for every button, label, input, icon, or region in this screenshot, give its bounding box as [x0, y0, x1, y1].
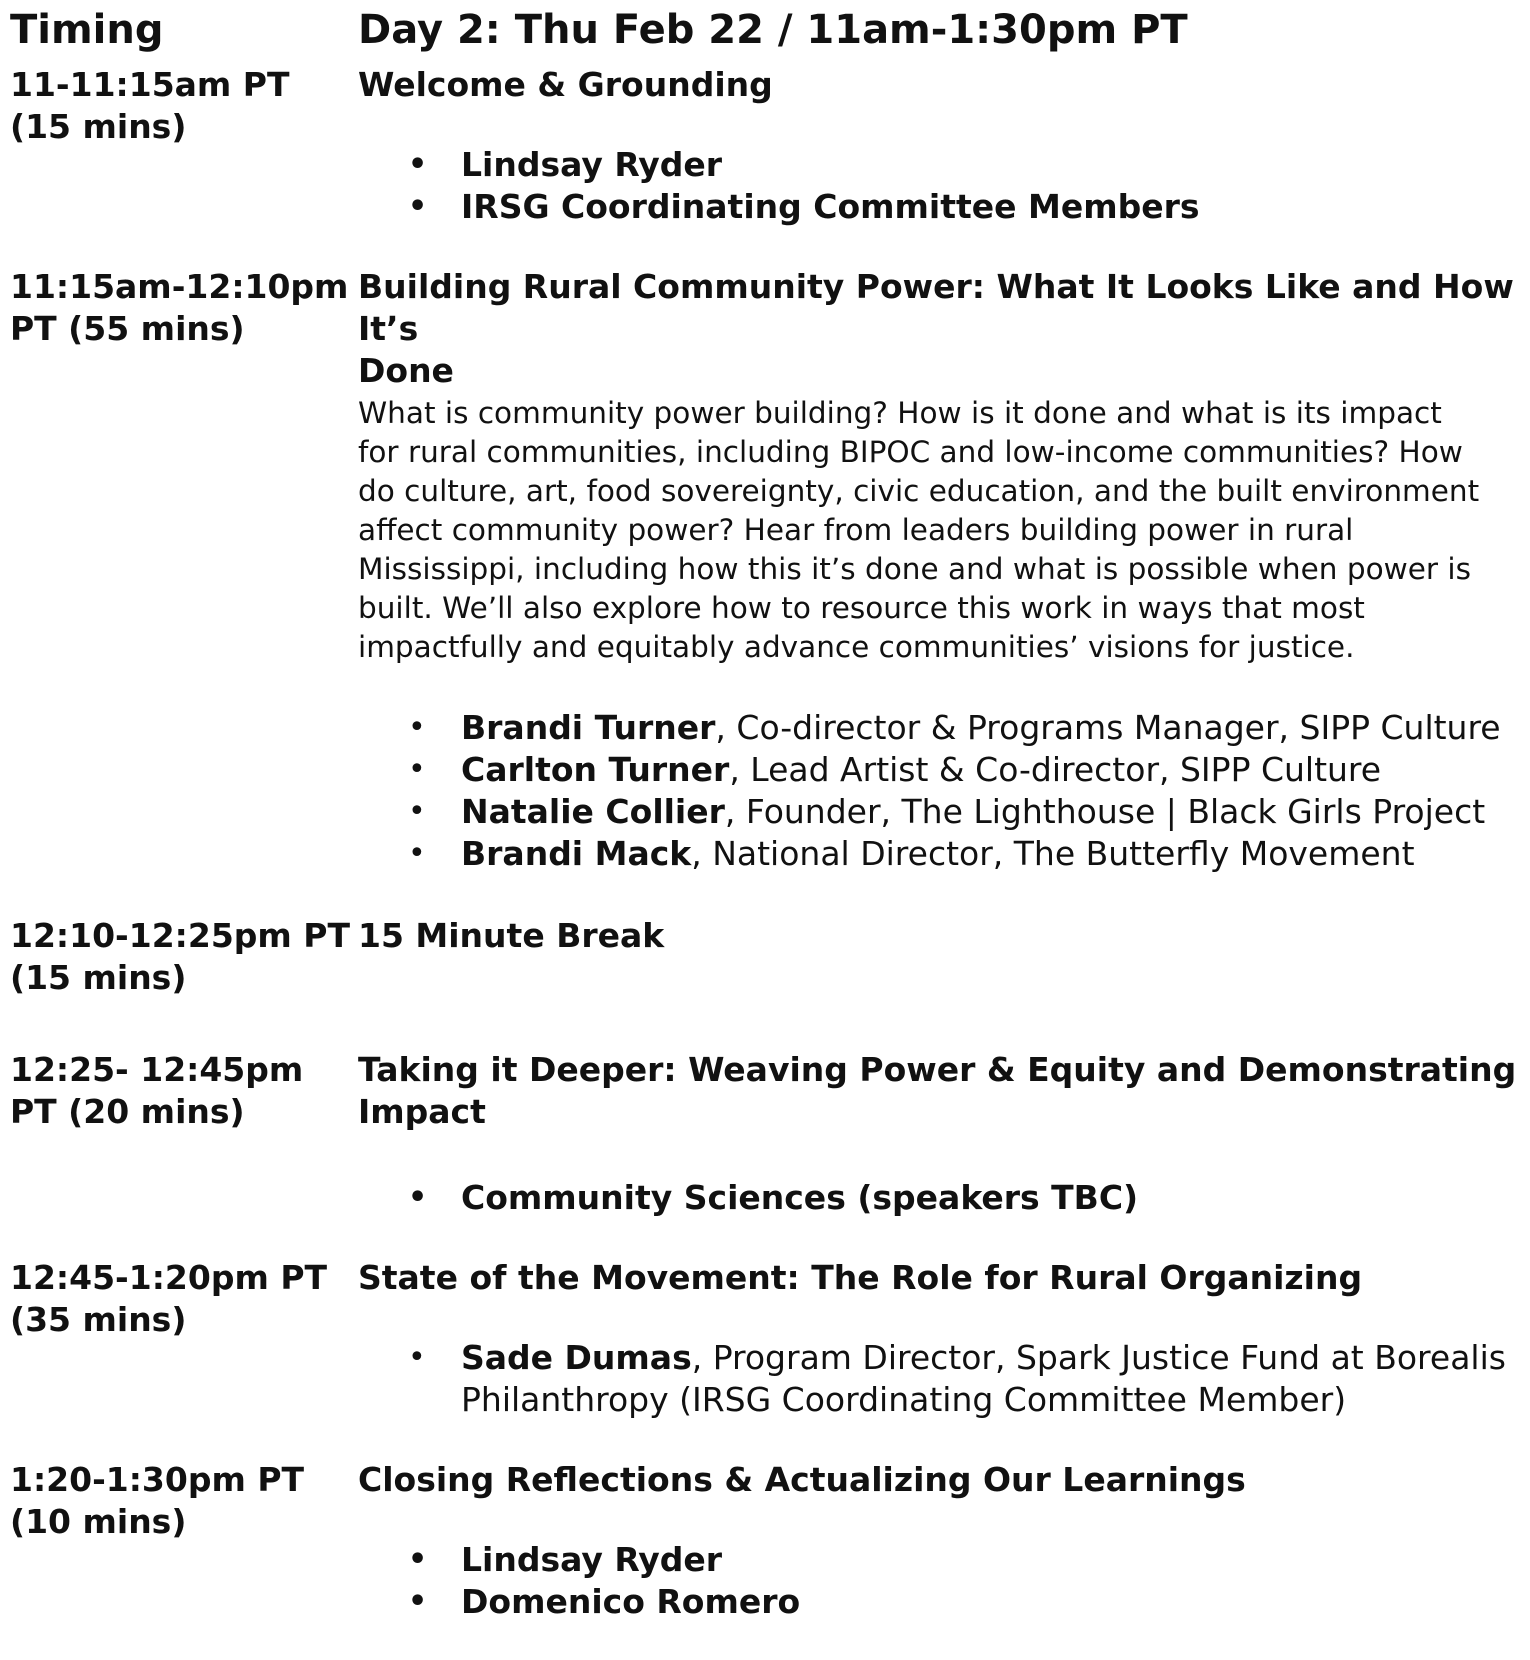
- speaker-role: , National Director, The Butterfly Movement: [691, 834, 1415, 873]
- session-title: Welcome & Grounding: [358, 65, 773, 104]
- session-row: [10, 1049, 1525, 1219]
- speaker-name: Brandi Mack: [461, 834, 692, 873]
- speaker-list: [358, 707, 1525, 875]
- speaker-role: , Lead Artist & Co-director, SIPP Culture: [729, 750, 1382, 789]
- session-time: [10, 1257, 358, 1341]
- session-row: [10, 1257, 1525, 1421]
- session-row: [10, 266, 1525, 875]
- speaker-name: Brandi Turner: [461, 708, 716, 747]
- session-title-line: Building Rural Community Power: What It Looks Like and How It’s: [358, 267, 1514, 348]
- speaker-item: [461, 749, 1525, 791]
- session-duration: PT (20 mins): [10, 1092, 245, 1131]
- session-duration: (15 mins): [10, 107, 187, 146]
- description-line: What is community power building? How is it done and what is its impact: [358, 396, 1442, 430]
- description-line: for rural communities, including BIPOC and low-income communities? How: [358, 435, 1463, 469]
- session-title: 15 Minute Break: [358, 916, 665, 955]
- speaker-item: • IRSG Coordinating Committee Members: [461, 186, 1525, 228]
- session-title-line: Done: [358, 351, 454, 390]
- speaker-item: [461, 791, 1525, 833]
- speaker-list: [358, 144, 1525, 228]
- speaker-item: • Lindsay Ryder: [461, 144, 1525, 186]
- session-time-range: 11-11:15am PT: [10, 65, 290, 104]
- speaker-role-continued: Philanthropy (IRSG Coordinating Committee Member): [461, 1380, 1347, 1419]
- speaker-list: [358, 1539, 1525, 1623]
- session-time-range: 11:15am-12:10pm: [10, 267, 349, 306]
- session-duration: (10 mins): [10, 1502, 187, 1541]
- description-line: impactfully and equitably advance communities’ visions for justice.: [358, 630, 1355, 664]
- session-title: [358, 266, 1525, 392]
- session-row: [10, 64, 1525, 228]
- speaker-item: [461, 833, 1525, 875]
- speaker-role: , Founder, The Lighthouse | Black Girls Project: [724, 792, 1486, 831]
- speaker-list: [358, 1177, 1525, 1219]
- session-time: [10, 266, 358, 350]
- speaker-item: [461, 1337, 1525, 1421]
- session-content: [358, 915, 1525, 957]
- description-line: affect community power? Hear from leaders building power in rural: [358, 513, 1354, 547]
- speaker-item: • Community Sciences (speakers TBC): [461, 1177, 1525, 1219]
- session-row: [10, 915, 1525, 999]
- session-content: [358, 1459, 1525, 1623]
- session-content: [358, 1257, 1525, 1421]
- session-title-line: Impact: [358, 1092, 486, 1131]
- speaker-name: Carlton Turner: [461, 750, 730, 789]
- speaker-item: • Domenico Romero: [461, 1581, 1525, 1623]
- speaker-list: [358, 1337, 1525, 1421]
- speaker-item: • Lindsay Ryder: [461, 1539, 1525, 1581]
- session-time-range: 12:45-1:20pm PT: [10, 1258, 328, 1297]
- session-time-range: 12:25- 12:45pm: [10, 1050, 304, 1089]
- speaker-item: [461, 707, 1525, 749]
- description-line: do culture, art, food sovereignty, civic education, and the built environment: [358, 474, 1480, 508]
- agenda-header-row: [10, 6, 1525, 64]
- speaker-role: , Co-director & Programs Manager, SIPP Culture: [715, 708, 1501, 747]
- session-row: [10, 1459, 1525, 1623]
- timing-column-header: Timing: [10, 7, 164, 53]
- day-heading: Day 2: Thu Feb 22 / 11am-1:30pm PT: [358, 7, 1188, 53]
- session-time-range: 1:20-1:30pm PT: [10, 1460, 305, 1499]
- description-line: built. We’ll also explore how to resource this work in ways that most: [358, 591, 1365, 625]
- session-content: [358, 266, 1525, 875]
- session-content: [358, 64, 1525, 228]
- description-line: Mississippi, including how this it’s done and what is possible when power is: [358, 552, 1471, 586]
- session-time-range: 12:10-12:25pm PT: [10, 916, 350, 955]
- speaker-name: Sade Dumas: [461, 1338, 692, 1377]
- session-title: [358, 1049, 1525, 1133]
- session-duration: (15 mins): [10, 958, 187, 997]
- agenda-document: [10, 6, 1525, 1623]
- session-duration: PT (55 mins): [10, 309, 245, 348]
- session-time: [10, 1049, 358, 1133]
- speaker-role: , Program Director, Spark Justice Fund at Borealis: [691, 1338, 1506, 1377]
- session-content: [358, 1049, 1525, 1219]
- session-title: State of the Movement: The Role for Rural Organizing: [358, 1258, 1363, 1297]
- speaker-name: Natalie Collier: [461, 792, 725, 831]
- session-title-line: Taking it Deeper: Weaving Power & Equity and Demonstrating: [358, 1050, 1517, 1089]
- session-time: [10, 64, 358, 148]
- session-time: [10, 1459, 358, 1543]
- session-time: [10, 915, 358, 999]
- session-description: [358, 394, 1525, 667]
- session-duration: (35 mins): [10, 1300, 187, 1339]
- session-title: Closing Reflections & Actualizing Our Learnings: [358, 1460, 1246, 1499]
